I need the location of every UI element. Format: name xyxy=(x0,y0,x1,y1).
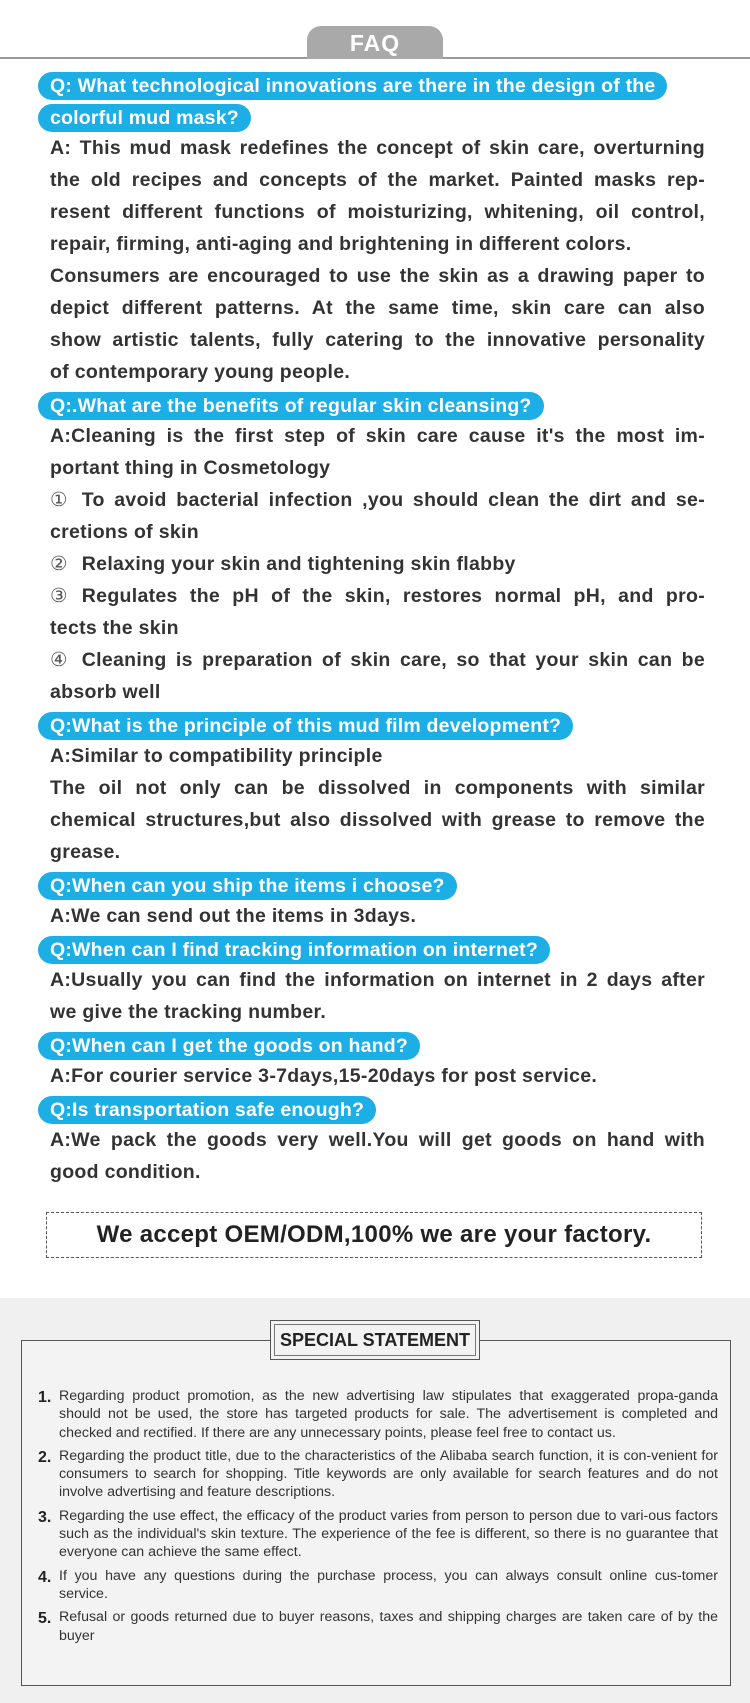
answer-line: resent different functions of moisturizing, whitening, oil control, xyxy=(50,201,705,223)
faq-question: Q:.What are the benefits of regular skin cleansing? xyxy=(38,392,544,420)
point-text: absorb well xyxy=(50,681,161,703)
answer-line: A:For courier service 3-7days,15-20days for post service. xyxy=(50,1065,598,1087)
point-text: To avoid bacterial infection ,you should clean the dirt and se- xyxy=(81,489,705,511)
answer-point-line xyxy=(50,612,705,644)
faq-item xyxy=(0,872,750,932)
answer-point-line xyxy=(50,580,705,612)
faq-question: Q:When can I get the goods on hand? xyxy=(38,1032,420,1060)
answer-line: A:We pack the goods very well.You will get goods on hand with xyxy=(50,1129,705,1151)
answer-line: A: This mud mask redefines the concept of skin care, overturning xyxy=(50,137,705,159)
faq-answer xyxy=(50,900,705,932)
faq-question: Q: What technological innovations are there in the design of the xyxy=(38,72,667,100)
statement-text: Regarding the use effect, the efficacy of the product varies from person to person due to vari-ous factors such as the individual's skin texture. The experience of the fee is different, so there is no guarantee that everyone can achieve the same effect. xyxy=(59,1507,718,1561)
faq-item xyxy=(0,712,750,868)
point-text: tects the skin xyxy=(50,617,179,639)
special-statement-frame xyxy=(21,1340,731,1686)
answer-line: good condition. xyxy=(50,1161,201,1183)
point-text: Regulates the pH of the skin, restores normal pH, and pro- xyxy=(81,585,705,607)
faq-answer xyxy=(50,740,705,868)
answer-line: depict different patterns. At the same time, skin care can also xyxy=(50,297,705,319)
answer-line: of contemporary young people. xyxy=(50,361,351,383)
point-number: ③ xyxy=(50,585,68,607)
statement-number: 4. xyxy=(38,1568,52,1586)
answer-point-line xyxy=(50,676,705,708)
answer-point-line xyxy=(50,644,705,676)
answer-line: A:Usually you can find the information on internet in 2 days after xyxy=(50,969,705,991)
answer-line: A:Similar to compatibility principle xyxy=(50,745,383,767)
statement-number: 3. xyxy=(38,1508,52,1526)
special-statement-title: SPECIAL STATEMENT xyxy=(270,1320,480,1360)
statement-item xyxy=(38,1507,718,1562)
statement-item xyxy=(38,1567,718,1604)
faq-answer xyxy=(50,1124,705,1188)
statement-text: If you have any questions during the purchase process, you can always consult online cus-tomer service. xyxy=(59,1567,718,1602)
faq-question: Q:When can you ship the items i choose? xyxy=(38,872,457,900)
answer-point-line xyxy=(50,548,705,580)
special-statement-section xyxy=(0,1298,750,1703)
faq-item xyxy=(0,72,750,388)
faq-question: Q:What is the principle of this mud film development? xyxy=(38,712,573,740)
faq-header xyxy=(0,0,750,62)
answer-point-line xyxy=(50,516,705,548)
answer-line: repair, firming, anti-aging and brightening in different colors. xyxy=(50,233,632,255)
statement-number: 5. xyxy=(38,1610,52,1628)
faq-question: colorful mud mask? xyxy=(38,104,251,132)
answer-line: we give the tracking number. xyxy=(50,1001,327,1023)
point-number: ① xyxy=(50,489,68,511)
point-text: Relaxing your skin and tightening skin flabby xyxy=(81,553,516,575)
statement-text: Regarding product promotion, as the new advertising law stipulates that exaggerated propa-ganda should not be used, the store has targeted products for sale. The advertisement is completed and checked and rectified. If there are any unnecessary points, please feel free to contact us. xyxy=(59,1388,718,1441)
faq-item xyxy=(0,1032,750,1092)
answer-line: Consumers are encouraged to use the skin as a drawing paper to xyxy=(50,265,705,287)
faq-list xyxy=(0,72,750,1192)
answer-line: chemical structures,but also dissolved with grease to remove the xyxy=(50,809,705,831)
answer-line: the old recipes and concepts of the market. Painted masks rep- xyxy=(50,169,705,191)
faq-question: Q:Is transportation safe enough? xyxy=(38,1096,376,1124)
faq-question: Q:When can I find tracking information on internet? xyxy=(38,936,550,964)
faq-answer xyxy=(50,964,705,1028)
faq-item xyxy=(0,392,750,708)
oem-banner: We accept OEM/ODM,100% we are your factory. xyxy=(46,1212,702,1258)
statement-number: 2. xyxy=(38,1448,52,1466)
answer-point-line xyxy=(50,484,705,516)
answer-line: The oil not only can be dissolved in components with similar xyxy=(50,777,705,799)
point-number: ② xyxy=(50,553,68,575)
faq-item xyxy=(0,936,750,1028)
statement-item xyxy=(38,1447,718,1502)
point-number: ④ xyxy=(50,649,68,671)
statement-text: Refusal or goods returned due to buyer reasons, taxes and shipping charges are taken care of by the buyer xyxy=(59,1609,718,1644)
answer-line: show artistic talents, fully catering to the innovative personality xyxy=(50,329,705,351)
point-text: Cleaning is preparation of skin care, so that your skin can be xyxy=(81,649,705,671)
statement-number: 1. xyxy=(38,1389,52,1406)
statement-item xyxy=(38,1387,718,1442)
faq-title-tab: FAQ xyxy=(307,26,443,59)
faq-answer xyxy=(50,420,705,708)
statement-list xyxy=(38,1387,718,1650)
faq-answer xyxy=(50,132,705,388)
faq-answer xyxy=(50,1060,705,1092)
point-text: cretions of skin xyxy=(50,521,199,543)
answer-line: A:We can send out the items in 3days. xyxy=(50,905,417,927)
statement-item xyxy=(38,1608,718,1645)
answer-line: grease. xyxy=(50,841,121,863)
answer-line: A:Cleaning is the first step of skin care cause it's the most im- xyxy=(50,425,705,447)
faq-item xyxy=(0,1096,750,1188)
statement-text: Regarding the product title, due to the characteristics of the Alibaba search function, it is con-venient for consumers to search for shopping. Title keywords are only available for search features and do not involve advertising and feature descriptions. xyxy=(59,1447,718,1501)
answer-line: portant thing in Cosmetology xyxy=(50,457,331,479)
